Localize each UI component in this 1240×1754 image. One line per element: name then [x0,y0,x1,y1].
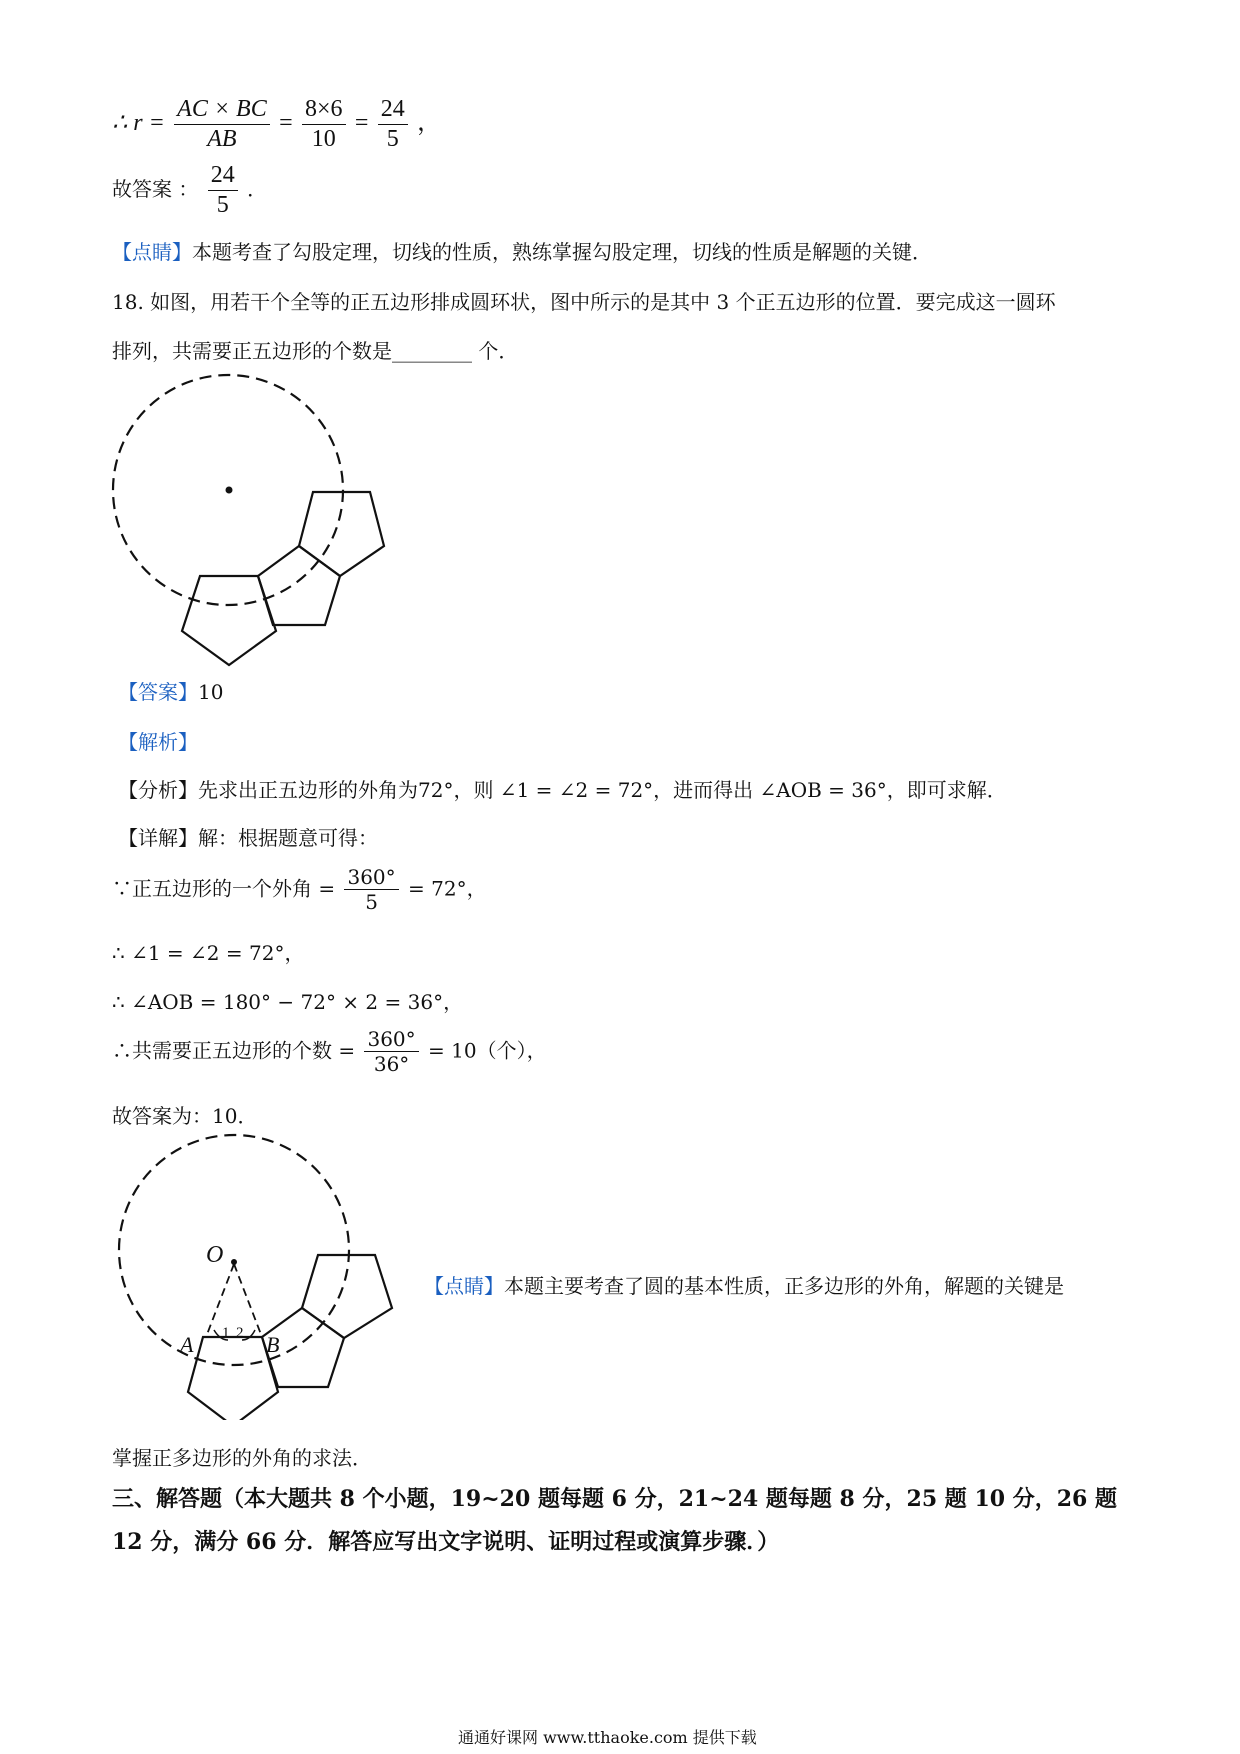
r-eq-1: = [279,110,293,137]
q18-stem-line1: 18. 如图，用若干个全等的正五边形排成圆环状，图中所示的是其中 3 个正五边形的位置．要完成这一圆环 [112,290,1056,314]
r-frac-1 [174,96,270,153]
q18-answer-tag: 【答案】 [118,680,198,704]
q18-xiangjie-tag: 【详解】 [118,826,198,850]
r-frac-1-num: AC × BC [174,96,270,125]
q18-step4-right: = 10（个）， [428,1038,547,1063]
label-a: A [180,1332,194,1357]
q18-final: 故答案为：10． [112,1104,258,1128]
pentagon-middle [258,546,340,625]
q18-step1-frac [344,866,398,914]
q18-figure-2 [100,1130,400,1420]
label-1: 1 [222,1325,230,1341]
prev-answer-den: 5 [216,191,229,218]
r-eq-2: = [354,110,369,137]
q18-step1-den: 5 [365,890,378,914]
r-formula-left: ∴ r = [112,110,165,137]
q18-step1 [112,866,487,914]
angle-arc-2 [242,1330,255,1340]
prev-answer [112,162,267,219]
r-tail: ， [417,110,442,137]
q18-xiangjie-text: 解：根据题意可得： [198,826,378,850]
r-frac-3-num: 24 [378,96,408,125]
q18-step4-num: 360° [364,1028,418,1052]
prev-comment-tag: 【点睛】 [112,240,192,264]
q18-fenxi-tag: 【分析】 [118,778,198,802]
label-2: 2 [236,1325,244,1341]
pentagon-right-2 [302,1255,392,1338]
prev-answer-tail: ． [247,177,268,202]
dashed-circle-2 [119,1135,349,1365]
q18-analysis-tag: 【解析】 [118,730,198,754]
q18-step1-right: = 72°， [408,876,487,901]
prev-answer-frac [208,162,238,219]
prev-answer-num: 24 [208,162,238,191]
q18-dianjing-tag: 【点睛】 [424,1274,504,1298]
q18-dianjing-line2: 掌握正多边形的外角的求法． [112,1446,372,1470]
label-b: B [266,1332,280,1357]
dashed-oa [206,1264,234,1337]
q18-dianjing [424,1270,1064,1299]
prev-comment [112,236,932,265]
r-frac-2-den: 10 [311,125,336,152]
section3-line1: 三、解答题（本大题共 8 个小题，19~20 题每题 6 分，21~24 题每题 8 分，25 题 10 分，26 题 [112,1486,1118,1512]
q18-step2: ∴ ∠1 = ∠2 = 72°， [112,941,305,965]
q18-fenxi-text: 先求出正五边形的外角为72°，则 ∠1 = ∠2 = 72°，进而得出 ∠AOB = 36°，即可求解． [198,778,1007,802]
q18-step1-left: ∵正五边形的一个外角 = [112,876,336,901]
q18-step3: ∴ ∠AOB = 180° − 72° × 2 = 36°， [112,990,464,1014]
q18-dianjing-text1: 本题主要考查了圆的基本性质，正多边形的外角，解题的关键是 [504,1274,1064,1298]
prev-answer-prefix: 故答案 ： [112,177,199,202]
q18-step4-frac [364,1028,418,1076]
q18-answer [118,676,223,705]
pentagon-left-2 [188,1337,278,1420]
q18-xiangjie [118,822,378,851]
center-dot [226,487,233,494]
section3-line2: 12 分，满分 66 分．解答应写出文字说明、证明过程或演算步骤．） [112,1529,780,1555]
q18-stem-line2: 排列，共需要正五边形的个数是________ 个． [112,339,519,363]
r-frac-1-den: AB [207,125,237,152]
q18-figure-1 [100,370,400,680]
r-frac-2 [302,96,346,153]
r-frac-3 [378,96,408,153]
q18-step1-num: 360° [344,866,398,890]
q18-step4 [112,1028,547,1076]
r-frac-2-num: 8×6 [302,96,346,125]
q18-step4-den: 36° [373,1052,410,1076]
q18-fenxi [118,774,1007,803]
r-formula [112,96,441,153]
prev-comment-text: 本题考查了勾股定理，切线的性质，熟练掌握勾股定理，切线的性质是解题的关键． [192,240,932,264]
pentagon-right [299,492,384,576]
q18-answer-value: 10 [198,680,224,704]
r-frac-3-den: 5 [386,125,399,152]
page-footer: 通通好课网 www.tthaoke.com 提供下载 [458,1728,757,1747]
label-o: O [206,1242,224,1268]
q18-step4-left: ∴共需要正五边形的个数 = [112,1038,356,1063]
